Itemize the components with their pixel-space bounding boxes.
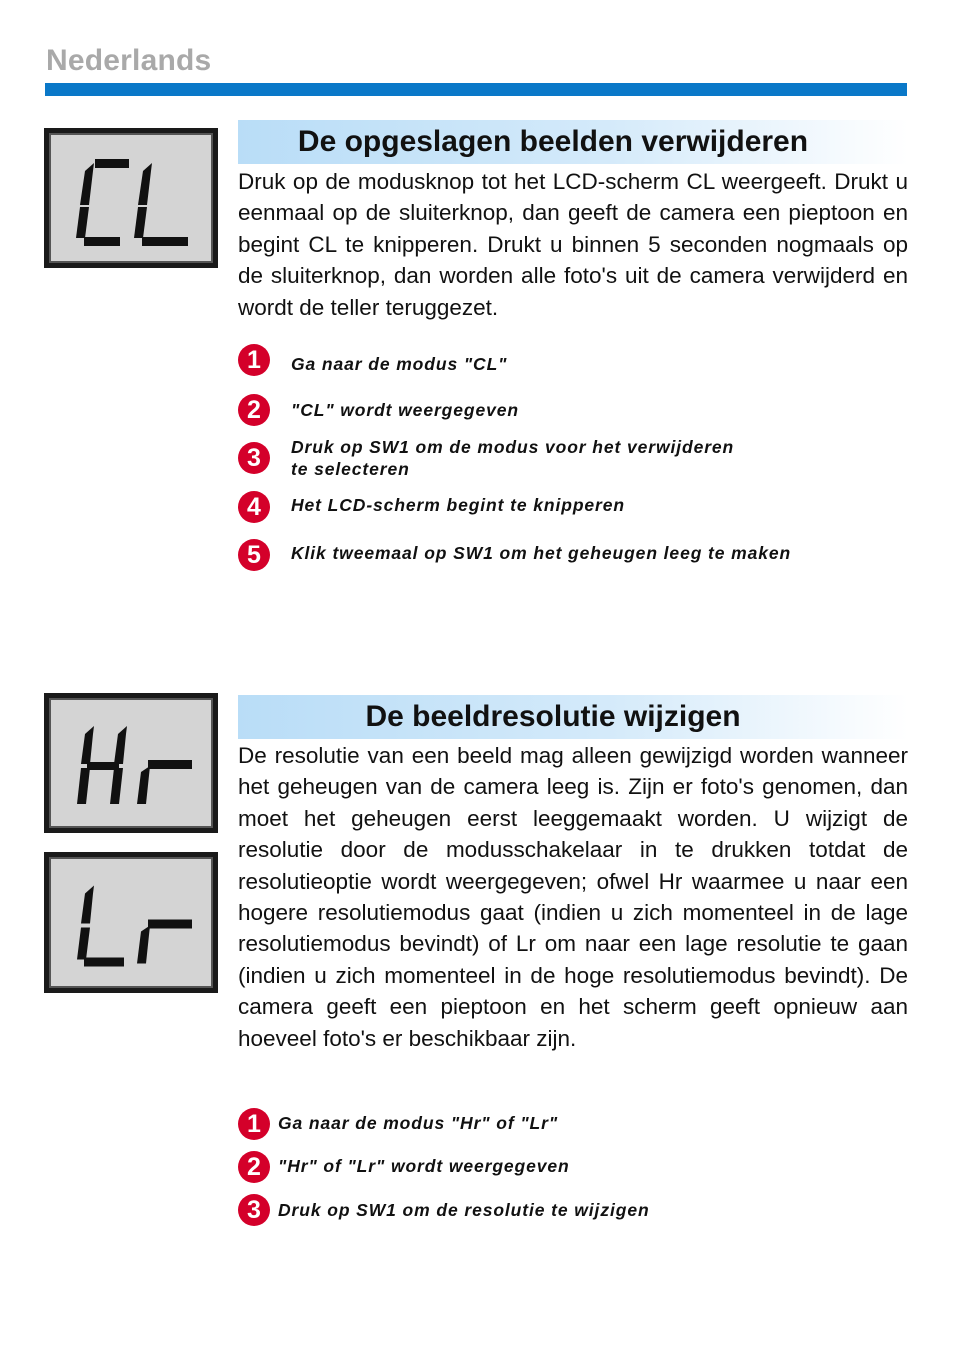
section-heading-delete	[238, 120, 908, 164]
section-body-delete: Druk op de modusknop tot het LCD-scherm CL weergeeft. Drukt u eenmaal op de sluiterknop, dan geeft de camera een pieptoon en begint CL te knipperen. Drukt u binnen 5 seconden nogmaals op de sluiterknop, dan worden alle foto's uit de camera verwijderd en wordt de teller teruggezet.	[238, 169, 908, 320]
section-heading-resolution	[238, 695, 908, 739]
lcd-segment-hr-icon	[51, 700, 211, 826]
header-accent-bar	[45, 83, 907, 96]
step-number-badge: 3	[238, 442, 270, 474]
step-text: Klik tweemaal op SW1 om het geheugen leeg te maken	[291, 543, 792, 563]
language-title: Nederlands	[46, 44, 212, 77]
lcd-display-cl	[44, 128, 218, 268]
lcd-segment-lr-icon	[51, 859, 211, 986]
section-title-resolution: De beeldresolutie wijzigen	[365, 700, 741, 733]
section-body-resolution: De resolutie van een beeld mag alleen gewijzigd worden wanneer het geheugen van de camera leeg is. Zijn er foto's genomen, dan moet het geheugen eerst leeggemaakt worden. U wijzigt de resolutie door de modusschakelaar in te drukken totdat de resolutieoptie wordt weergegeven; ofwel Hr waarmee u naar een hogere resolutiemodus gaat (indien u zich momenteel in de lage resolutiemodus bevindt) of Lr om naar een lage resolutie te gaan (indien u zich momenteel in de hoge resolutiemodus bevindt). De camera geeft een pieptoon en het scherm geeft opnieuw aan hoeveel foto's er beschikbaar zijn.	[238, 743, 908, 1051]
step-text-line-1: Druk op SW1 om de modus voor het verwijderen	[291, 437, 735, 457]
step-number-badge: 5	[238, 539, 270, 571]
step-text: "CL" wordt weergegeven	[291, 400, 519, 420]
section-title-delete: De opgeslagen beelden verwijderen	[297, 125, 809, 158]
step-number-badge: 1	[238, 344, 270, 376]
step-text: Ga naar de modus "Hr" of "Lr"	[278, 1113, 559, 1133]
step-number-badge: 2	[238, 394, 270, 426]
step-number-badge: 4	[238, 491, 270, 523]
step-number-badge: 3	[238, 1194, 270, 1226]
step-number-badge: 1	[238, 1108, 270, 1140]
lcd-display-lr	[44, 852, 218, 993]
step-text: Ga naar de modus "CL"	[291, 354, 508, 374]
step-text-line-2: te selecteren	[291, 459, 410, 479]
step-text: "Hr" of "Lr" wordt weergegeven	[278, 1156, 570, 1176]
step-text: Druk op SW1 om de resolutie te wijzigen	[278, 1200, 650, 1220]
step-text: Het LCD-scherm begint te knipperen	[291, 495, 625, 515]
lcd-display-hr	[44, 693, 218, 833]
lcd-segment-cl-icon	[51, 135, 211, 261]
step-number-badge: 2	[238, 1151, 270, 1183]
